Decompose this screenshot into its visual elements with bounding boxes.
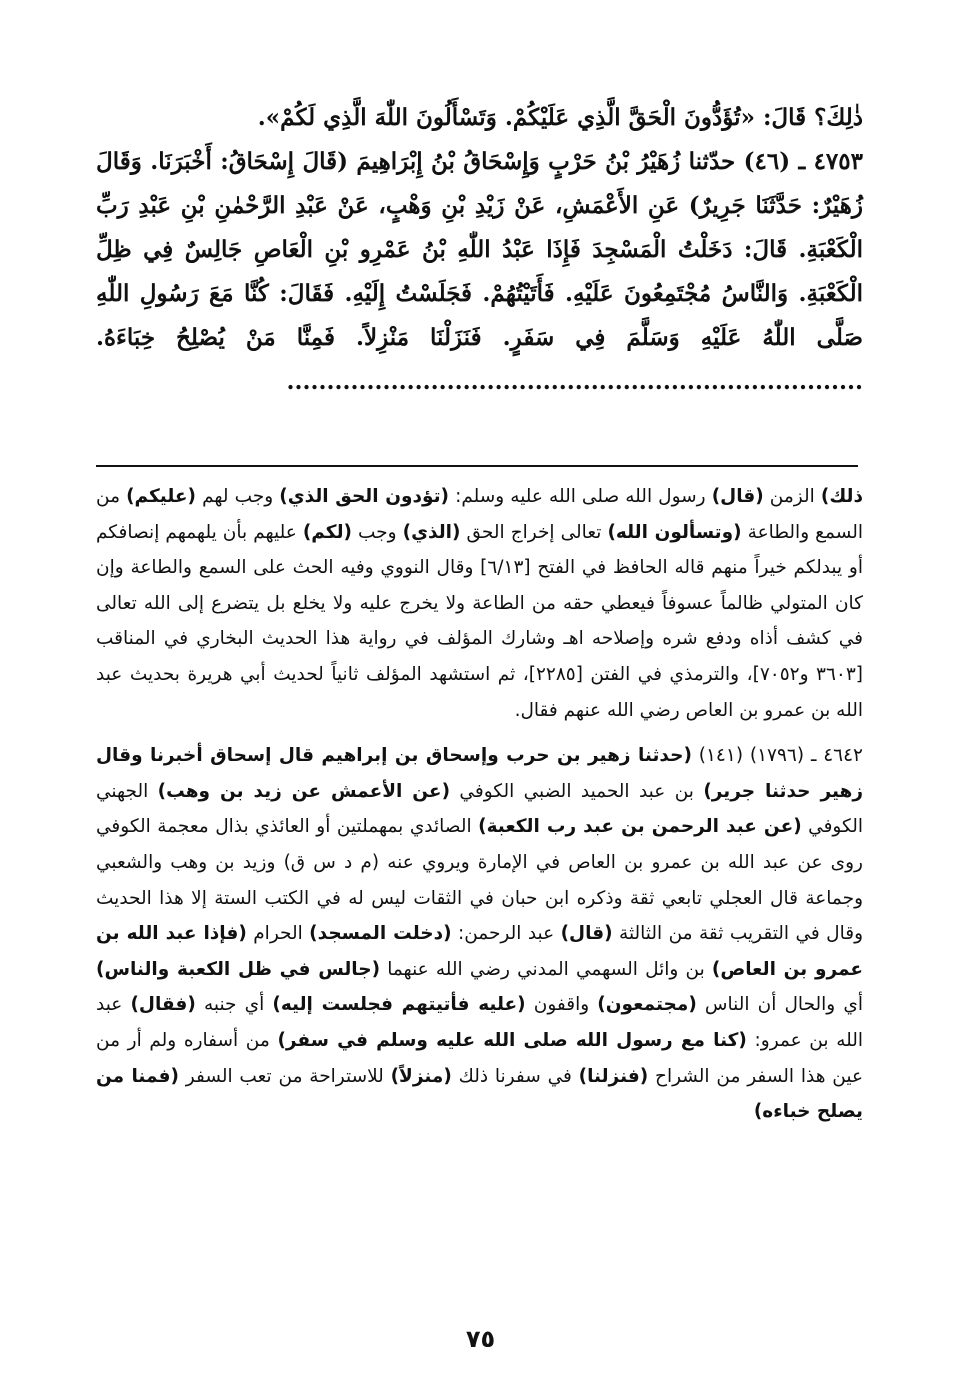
commentary-text-span: الحرام [246, 923, 310, 945]
quoted-text-span: (عن عبد الرحمن بن عبد رب الكعبة) [478, 816, 802, 838]
commentary-text-span: أي جنبه [195, 994, 273, 1016]
commentary-text-span: واقفون [525, 994, 598, 1016]
quoted-text-span: (قال) [711, 486, 764, 507]
quoted-text-span: (كنا مع رسول الله صلى الله عليه وسلم في سفر) [277, 1029, 747, 1051]
hadith-main-text [96, 140, 863, 404]
commentary-text-span: الصائدي بمهملتين أو العائذي بذال معجمة الكوفي روى عن عبد الله بن عمرو بن العاص في الإمارة ويروي عنه (م د س ق) وزيد بن وهب والشعبي وجماعة قال العجلي تابعي ثقة وذكره ابن حبان في الثقات ليس له في الكتب الستة إلا هذا الحديث وقال في التقريب ثقة من الثالثة [96, 816, 864, 945]
quoted-text-span: (فقال) [130, 994, 196, 1016]
quoted-text-span: (الذي) [402, 521, 461, 543]
commentary-text-span: رسول الله صلى الله عليه وسلم: [449, 486, 712, 507]
quoted-text-span: (تؤدون الحق الذي) [279, 486, 450, 507]
commentary-text-span: أي والحال أن الناس [696, 994, 863, 1016]
quoted-text-span: (فإذا عبد الله بن عمرو بن العاص) [96, 923, 864, 980]
hadith-ellipsis: ........................................................................ [286, 368, 863, 395]
commentary-text-span: وجب [351, 521, 403, 543]
commentary-text-span: في سفرنا ذلك [451, 1065, 579, 1087]
commentary-text-span: تعالى إخراج الحق [460, 521, 608, 543]
commentary-paragraph-2 [96, 738, 863, 1130]
commentary-text-span: عبد الرحمن: [451, 923, 561, 945]
hadith-intro-line: ذٰلِكَ؟ قَالَ: «تُؤَدُّونَ الْحَقَّ الَّذِي عَلَيْكُمْ. وَتَسْأَلُونَ اللّٰهَ الَّذِي لَكُمْ». [257, 104, 863, 131]
quoted-text-span: (وتسألون الله) [607, 521, 742, 543]
quoted-text-span: (فنزلنا) [578, 1065, 649, 1087]
commentary-text-span: من أسفاره ولم أر من عين هذا السفر من الشراح [96, 1029, 863, 1087]
commentary-text-span: عبد الله بن عمرو: [96, 994, 864, 1051]
quoted-text-span: (حدثنا زهير بن حرب وإسحاق بن إبراهيم قال إسحاق أخبرنا وقال زهير حدثنا جرير) [96, 745, 863, 802]
commentary-text-span: من السمع والطاعة [96, 486, 863, 543]
quoted-text-span: (عليكم) [126, 486, 196, 507]
quoted-text-span: (قال) [560, 923, 613, 945]
commentary-text-span: عليهم بأن يلهمهم إنصافكم أو يبدلكم خيراً منهم قاله الحافظ في الفتح [٦/١٣] وقال النووي وفيه الحث على السمع والطاعة وإن كان المتولي ظالماً عسوفاً فيعطي حقه من الطاعة ولا يخرج عليه ولا يخلع بل يتضرع إلى الله تعالى في كشف أذاه ودفع شره وإصلاحه اهـ وشارك المؤلف في رواية هذا الحديث البخاري في المناقب [٣٦٠٣ و٧٠٥٢]، والترمذي في الفتن [٢٢٨٥]، ثم استشهد المؤلف ثانياً لحديث أبي هريرة بحديث عبد الله بن عمرو بن العاص رضي الله عنهم فقال. [96, 521, 863, 721]
commentary-block [96, 479, 863, 1130]
footnote-divider [96, 465, 858, 467]
commentary-text-span: بن وائل السهمي المدني رضي الله عنهما [380, 958, 712, 980]
quoted-text-span: (عن الأعمش عن زيد بن وهب) [157, 780, 451, 802]
hadith-text-block [96, 96, 863, 404]
quoted-text-span: (فمنا من يصلح خباءه) [96, 1065, 863, 1123]
quoted-text-span: ذلك) [820, 486, 863, 507]
commentary-text-span: الزمن [763, 486, 821, 507]
quoted-text-span: (جالس في ظل الكعبة والناس) [96, 958, 381, 980]
commentary-text-span: للاستراحة من تعب السفر [178, 1065, 391, 1087]
hadith-body: ٤٧٥٣ ـ (٤٦) حدّثنا زُهَيْرُ بْنُ حَرْبٍ وَإِسْحَاقُ بْنُ إِبْرَاهِيمَ (قَالَ إِسْحَاقُ: أَخْبَرَنَا. وَقَالَ زُهَيْرٌ: حَدَّثَنَا جَرِيرٌ) عَنِ الأَعْمَشِ، عَنْ زَيْدِ بْنِ وَهْبٍ، عَنْ عَبْدِ الرَّحْمٰنِ بْنِ عَبْدِ رَبِّ الْكَعْبَةِ. قَالَ: دَخَلْتُ الْمَسْجِدَ فَإِذَا عَبْدُ اللّٰهِ بْنُ عَمْرِو بْنِ الْعَاصِ جَالِسٌ فِي ظِلِّ الْكَعْبَةِ. وَالنَّاسُ مُجْتَمِعُونَ عَلَيْهِ. فَأَتَيْتُهُمْ. فَجَلَسْتُ إِلَيْهِ. فَقَالَ: كُنَّا مَعَ رَسُولِ اللّٰهِ صَلَّى اللّٰهُ عَلَيْهِ وَسَلَّمَ فِي سَفَرٍ. فَنَزَلْنَا مَنْزِلاً. فَمِنَّا مَنْ يُصْلِحُ خِبَاءَهُ. [96, 148, 863, 351]
page-number: ٧٥ [465, 1325, 496, 1353]
commentary-paragraph-1 [96, 479, 863, 728]
quoted-text-span: (منزلاً) [390, 1065, 452, 1087]
commentary-text-span: الجهني الكوفي [96, 780, 863, 838]
quoted-text-span: (مجتمعون) [597, 994, 697, 1016]
quoted-text-span: (عليه فأتيتهم فجلست إليه) [272, 994, 526, 1016]
quoted-text-span: (دخلت المسجد) [309, 923, 452, 945]
commentary-text-span: بن عبد الحميد الضبي الكوفي [450, 780, 704, 802]
commentary-text-span: وجب لهم [196, 486, 280, 507]
quoted-text-span: (لكم) [302, 521, 352, 543]
commentary-text-span: ٤٦٤٢ ـ (١٧٩٦) (١٤١) [691, 745, 863, 767]
